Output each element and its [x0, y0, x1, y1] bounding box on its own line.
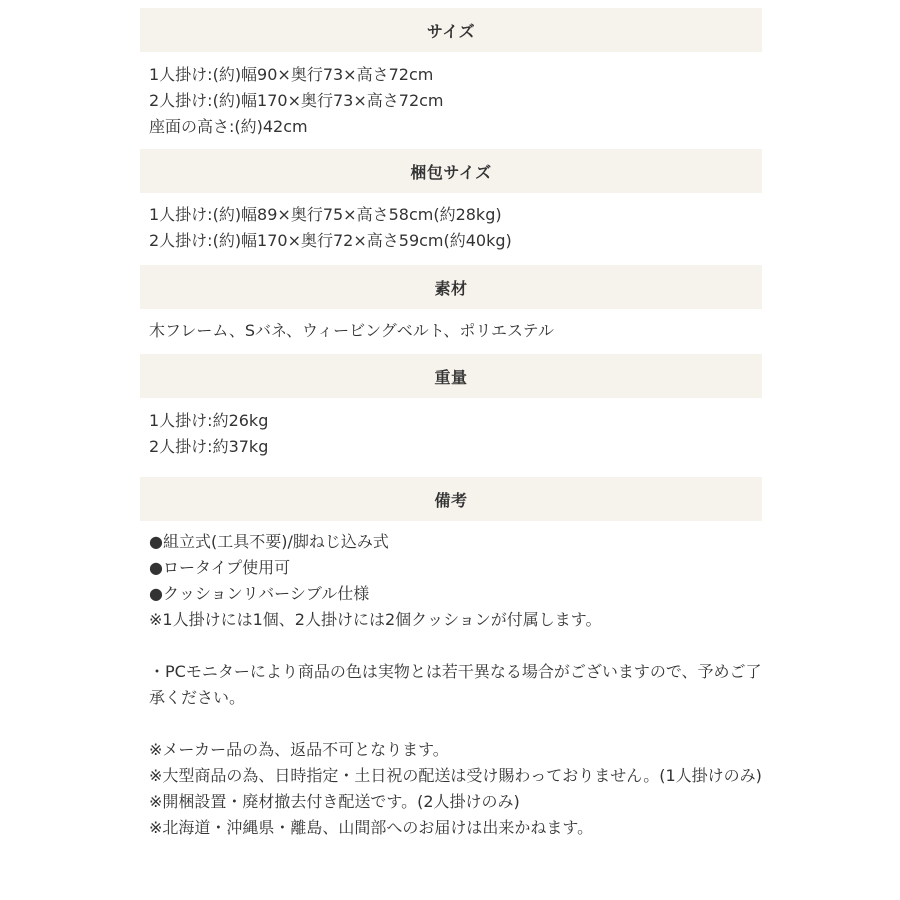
section-material — [140, 265, 762, 354]
section-notes — [140, 477, 762, 841]
section-body-packing — [140, 193, 762, 265]
note-line: ●ロータイプ使用可 — [149, 558, 291, 577]
section-weight — [140, 354, 762, 477]
material-line: 木フレーム、Sバネ、ウィービングベルト、ポリエステル — [149, 321, 554, 340]
weight-line: 1人掛け:約26kg — [149, 411, 269, 430]
section-packing — [140, 149, 762, 265]
section-body-material — [140, 309, 762, 354]
note-line: ※メーカー品の為、返品不可となります。 — [149, 740, 449, 759]
section-header-material: 素材 — [140, 265, 762, 309]
size-line: 座面の高さ:(約)42cm — [149, 117, 308, 136]
note-line: ●クッションリバーシブル仕様 — [149, 584, 370, 603]
size-line: 2人掛け:(約)幅170×奥行73×高さ72cm — [149, 91, 444, 110]
note-line: ●組立式(工具不要)/脚ねじ込み式 — [149, 532, 389, 551]
section-header-packing: 梱包サイズ — [140, 149, 762, 193]
packing-line: 2人掛け:(約)幅170×奥行72×高さ59cm(約40kg) — [149, 231, 512, 250]
note-line: ※開梱設置・廃材撤去付き配送です。(2人掛けのみ) — [149, 792, 520, 811]
note-line: ・PCモニターにより商品の色は実物とは若干異なる場合がございますので、予めご了承ください。 — [149, 662, 762, 707]
note-line: ※北海道・沖縄県・離島、山間部へのお届けは出来かねます。 — [149, 818, 594, 837]
section-body-weight — [140, 398, 762, 477]
packing-line: 1人掛け:(約)幅89×奥行75×高さ58cm(約28kg) — [149, 205, 502, 224]
section-header-weight: 重量 — [140, 354, 762, 398]
section-size — [140, 8, 762, 149]
size-line: 1人掛け:(約)幅90×奥行73×高さ72cm — [149, 65, 434, 84]
weight-line: 2人掛け:約37kg — [149, 437, 269, 456]
section-body-notes — [140, 521, 773, 841]
note-line: ※大型商品の為、日時指定・土日祝の配送は受け賜わっておりません。(1人掛けのみ) — [149, 766, 762, 785]
section-body-size — [140, 52, 762, 149]
section-header-size: サイズ — [140, 8, 762, 52]
note-spacer — [149, 633, 764, 659]
spec-table — [140, 8, 762, 841]
note-line: ※1人掛けには1個、2人掛けには2個クッションが付属します。 — [149, 610, 602, 629]
note-spacer — [149, 711, 764, 737]
section-header-notes: 備考 — [140, 477, 762, 521]
